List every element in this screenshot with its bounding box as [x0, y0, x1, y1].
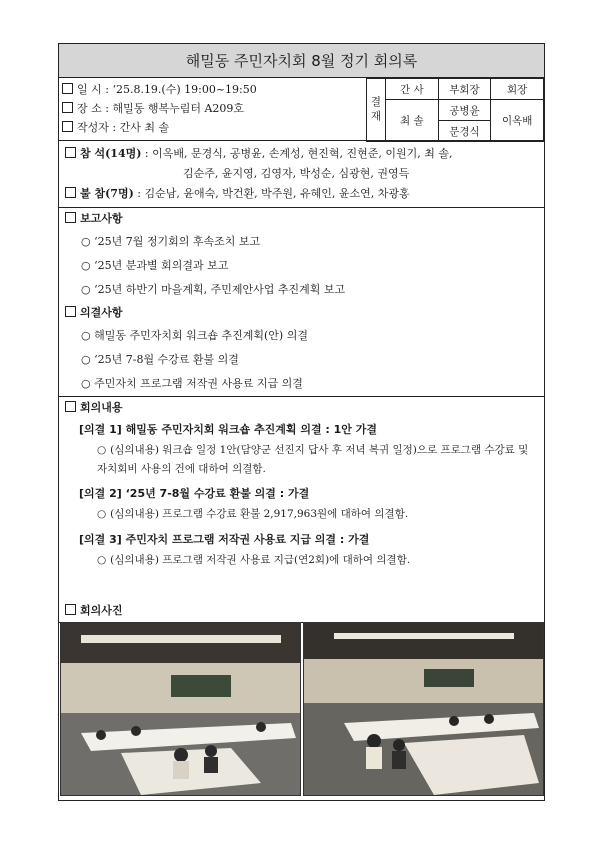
bullet-icon: ○ [81, 377, 91, 390]
decision-3-detail [65, 551, 544, 570]
approval-header-president: 회장 [491, 79, 544, 100]
decision-2-title: [의결 2] ‘25년 7-8월 수강료 환불 의결 : 가결 [79, 487, 310, 500]
checkbox-icon [65, 147, 76, 158]
decision-3-title: [의결 3] 주민자치 프로그램 저작권 사용료 지급 의결 : 가결 [79, 533, 370, 546]
checkbox-icon [65, 604, 76, 615]
place-value: 해밀동 행복누림터 A209호 [112, 102, 245, 115]
meeting-photo-2 [303, 622, 544, 796]
decision-detail-text: (심의내용) 프로그램 수강료 환불 2,917,963원에 대하여 의결함. [110, 508, 409, 520]
absent-row: 불 참(7명) : 김순남, 윤애숙, 박건환, 박주원, 유혜인, 윤소연, 차광홍 [65, 184, 544, 204]
place-label: 장 소 [77, 102, 102, 115]
content-section [59, 397, 544, 570]
meeting-photo-1 [60, 622, 301, 796]
present-names-2: 김순주, 윤지영, 김영자, 박성순, 심광현, 권영득 [183, 167, 410, 180]
bullet-icon: ○ [97, 508, 107, 520]
report-text: ‘25년 7월 정기회의 후속조치 보고 [94, 235, 261, 248]
decision-detail-text: (심의내용) 워크숍 일정 1안(담양군 선진지 답사 후 저녁 복귀 일정)으로 프로그램 수강료 및 자치회비 사용의 건에 대하여 의결함. [97, 444, 529, 475]
content-heading: 회의내용 [80, 401, 123, 414]
report-text: ‘25년 분과별 회의결과 보고 [94, 259, 229, 272]
photos-section [59, 604, 544, 800]
checkbox-icon [62, 121, 73, 132]
present-label: 참 석(14명) [80, 147, 142, 160]
author-label: 작성자 [77, 121, 109, 134]
resolution-text: 주민자치 프로그램 저작권 사용료 지급 의결 [94, 377, 303, 390]
absent-label: 불 참(7명) [80, 187, 134, 200]
date-row: 일 시 : ‘25.8.19.(수) 19:00~19:50 [62, 80, 257, 99]
present-row: 참 석(14명) : 이옥배, 문경식, 공병윤, 손계성, 현진혁, 진현준, 이원기, 최 솔, [65, 144, 544, 164]
checkbox-icon [65, 401, 76, 412]
bullet-icon: ○ [97, 554, 107, 566]
reports-section [59, 208, 544, 302]
author-value: 간사 최 솔 [119, 121, 170, 134]
minutes-document [58, 43, 545, 801]
place-row: 장 소 : 해밀동 행복누림터 A209호 [62, 99, 257, 118]
bullet-icon: ○ [81, 235, 91, 248]
present-names-1: 이옥배, 문경식, 공병윤, 손계성, 현진혁, 진현준, 이원기, 최 솔, [152, 147, 453, 160]
checkbox-icon [62, 83, 73, 94]
decision-2-detail [65, 505, 544, 524]
approval-president-name: 이옥배 [491, 100, 544, 142]
reports-heading-row [65, 208, 544, 230]
approval-vice-name-2: 문경식 [438, 121, 491, 142]
decision-1-title: [의결 1] 해밀동 주민자치회 워크숍 추진계획 의결 : 1안 가결 [79, 423, 377, 436]
resolution-text: 해밀동 주민자치회 워크숍 추진계획(안) 의결 [94, 329, 308, 342]
date-value: ‘25.8.19.(수) 19:00~19:50 [112, 83, 257, 96]
approval-header-vice: 부회장 [438, 79, 491, 100]
approval-table [366, 78, 544, 142]
decision-detail-text: (심의내용) 프로그램 저작권 사용료 지급(연2회)에 대하여 의결함. [110, 554, 411, 566]
resolutions-section [59, 302, 544, 396]
reports-heading: 보고사항 [80, 212, 123, 225]
bullet-icon: ○ [81, 353, 91, 366]
bullet-icon: ○ [81, 259, 91, 272]
resolution-item [65, 372, 544, 396]
report-item [65, 278, 544, 302]
date-label: 일 시 [77, 83, 102, 96]
approval-side-label: 결재 [367, 79, 386, 142]
photos-heading-row [59, 600, 123, 622]
checkbox-icon [65, 212, 76, 223]
meeting-info [59, 78, 544, 141]
approval-header-secretary: 간 사 [386, 79, 439, 100]
attendance-section [59, 141, 544, 208]
resolution-item [65, 348, 544, 372]
absent-names: 김순남, 윤애숙, 박건환, 박주원, 유혜인, 윤소연, 차광홍 [144, 187, 410, 200]
content-heading-row [65, 397, 544, 419]
approval-secretary-name: 최 솔 [386, 100, 439, 142]
meeting-photo-1-image [61, 623, 300, 795]
bullet-icon: ○ [81, 329, 91, 342]
report-item [65, 230, 544, 254]
bullet-icon: ○ [97, 444, 107, 456]
photos-heading: 회의사진 [80, 604, 123, 617]
resolutions-heading: 의결사항 [80, 306, 123, 319]
resolution-item [65, 324, 544, 348]
author-row: 작성자 : 간사 최 솔 [62, 118, 257, 137]
checkbox-icon [62, 102, 73, 113]
report-item [65, 254, 544, 278]
report-text: ‘25년 하반기 마을계획, 주민제안사업 추진계획 보고 [94, 283, 346, 296]
resolutions-heading-row [65, 302, 544, 324]
meeting-photo-2-image [304, 623, 543, 795]
resolution-text: ‘25년 7-8월 수강료 환불 의결 [94, 353, 239, 366]
document-title: 해밀동 주민자치회 8월 정기 회의록 [59, 44, 544, 78]
decision-1-detail [65, 441, 544, 479]
approval-vice-name-1: 공병윤 [438, 100, 491, 121]
bullet-icon: ○ [81, 283, 91, 296]
checkbox-icon [65, 306, 76, 317]
checkbox-icon [65, 187, 76, 198]
